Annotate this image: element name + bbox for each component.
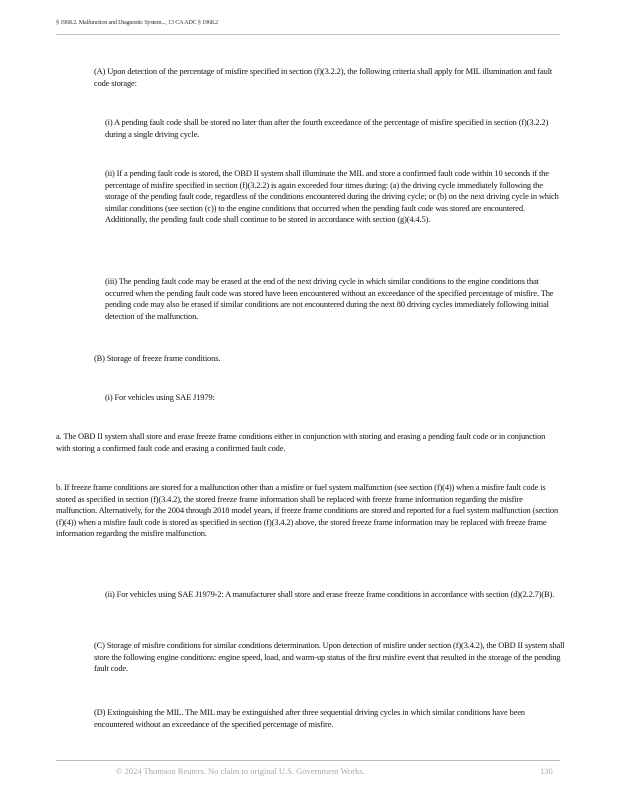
paragraph-A-i: (i) A pending fault code shall be stored no later than after the fourth exceedance of the percentage of misfire specified in section (f)(3.2.2) during a single driving cycle.: [105, 117, 549, 139]
running-header: § 1968.2. Malfunction and Diagnostic System..., 13 CA ADC § 1968.2: [56, 19, 218, 26]
paragraph-A: (A) Upon detection of the percentage of misfire specified in section (f)(3.2.2), the following criteria shall apply for MIL illumination and fault code storage:: [94, 66, 553, 88]
paragraph-b: b. If freeze frame conditions are stored for a malfunction other than a misfire or fuel system malfunction (see section (f)(4)) when a misfire fault code is stored as specified in section (f)(3.4.2), the stored freeze frame information shall be replaced with freeze frame information regarding the misfire malfunction. Alternatively, for the 2004 through 2018 model years, if freeze frame conditions are stored and reported for a fuel system malfunction (section (f)(4)) when a misfire fault code is stored as specified in section (f)(3.4.2) above, the stored freeze frame information may be replaced with freeze frame information regarding the misfire malfunction.: [56, 482, 559, 538]
footer-divider: [56, 760, 560, 761]
header-divider: [56, 34, 560, 35]
footer-copyright: © 2024 Thomson Reuters. No claim to original U.S. Government Works.: [116, 766, 365, 776]
paragraph-B-i: (i) For vehicles using SAE J1979:: [105, 392, 215, 402]
paragraph-C: (C) Storage of misfire conditions for similar conditions determination. Upon detection of misfire under section (f)(3.4.2), the OBD II system shall store the following engine conditions: engine speed, load, and warm-up status of the first misfire event that resulted in the storage of the pending fault code.: [94, 640, 565, 673]
paragraph-A-iii: (iii) The pending fault code may be erased at the end of the next driving cycle in which similar conditions to the engine conditions that occurred when the pending fault code was stored have been encountered without an exceedance of the specified percentage of misfire. The pending code may also be erased if similar conditions are not encountered during the next 80 driving cycles immediately following initial detection of the malfunction.: [105, 276, 554, 321]
paragraph-a: a. The OBD II system shall store and erase freeze frame conditions either in conjunction with storing and erasing a pending fault code or in conjunction with storing a confirmed fault code and erasing a confirmed fault code.: [56, 431, 546, 453]
paragraph-B-ii: (ii) For vehicles using SAE J1979-2: A manufacturer shall store and erase freeze frame conditions in accordance with section (d)(2.2.7)(B).: [105, 589, 555, 599]
page-number: 130: [540, 766, 553, 776]
paragraph-B: (B) Storage of freeze frame conditions.: [94, 353, 221, 363]
paragraph-D: (D) Extinguishing the MIL. The MIL may be extinguished after three sequential driving cycles in which similar conditions have been encountered without an exceedance of the specified percentage of misfire.: [94, 707, 525, 729]
paragraph-A-ii: (ii) If a pending fault code is stored, the OBD II system shall illuminate the MIL and store a confirmed fault code within 10 seconds if the percentage of misfire specified in section (f)(3.2.2) is again exceeded four times during: (a) the driving cycle immediately following the storage of the pending fault code, regardless of the conditions encountered during the driving cycle; or (b) on the next driving cycle in which similar conditions (see section (c)) to the engine conditions that occurred when the pending fault code was stored are encountered. Additionally, the pending fault code shall continue to be stored in accordance with section (g)(4.4.5).: [105, 168, 559, 224]
